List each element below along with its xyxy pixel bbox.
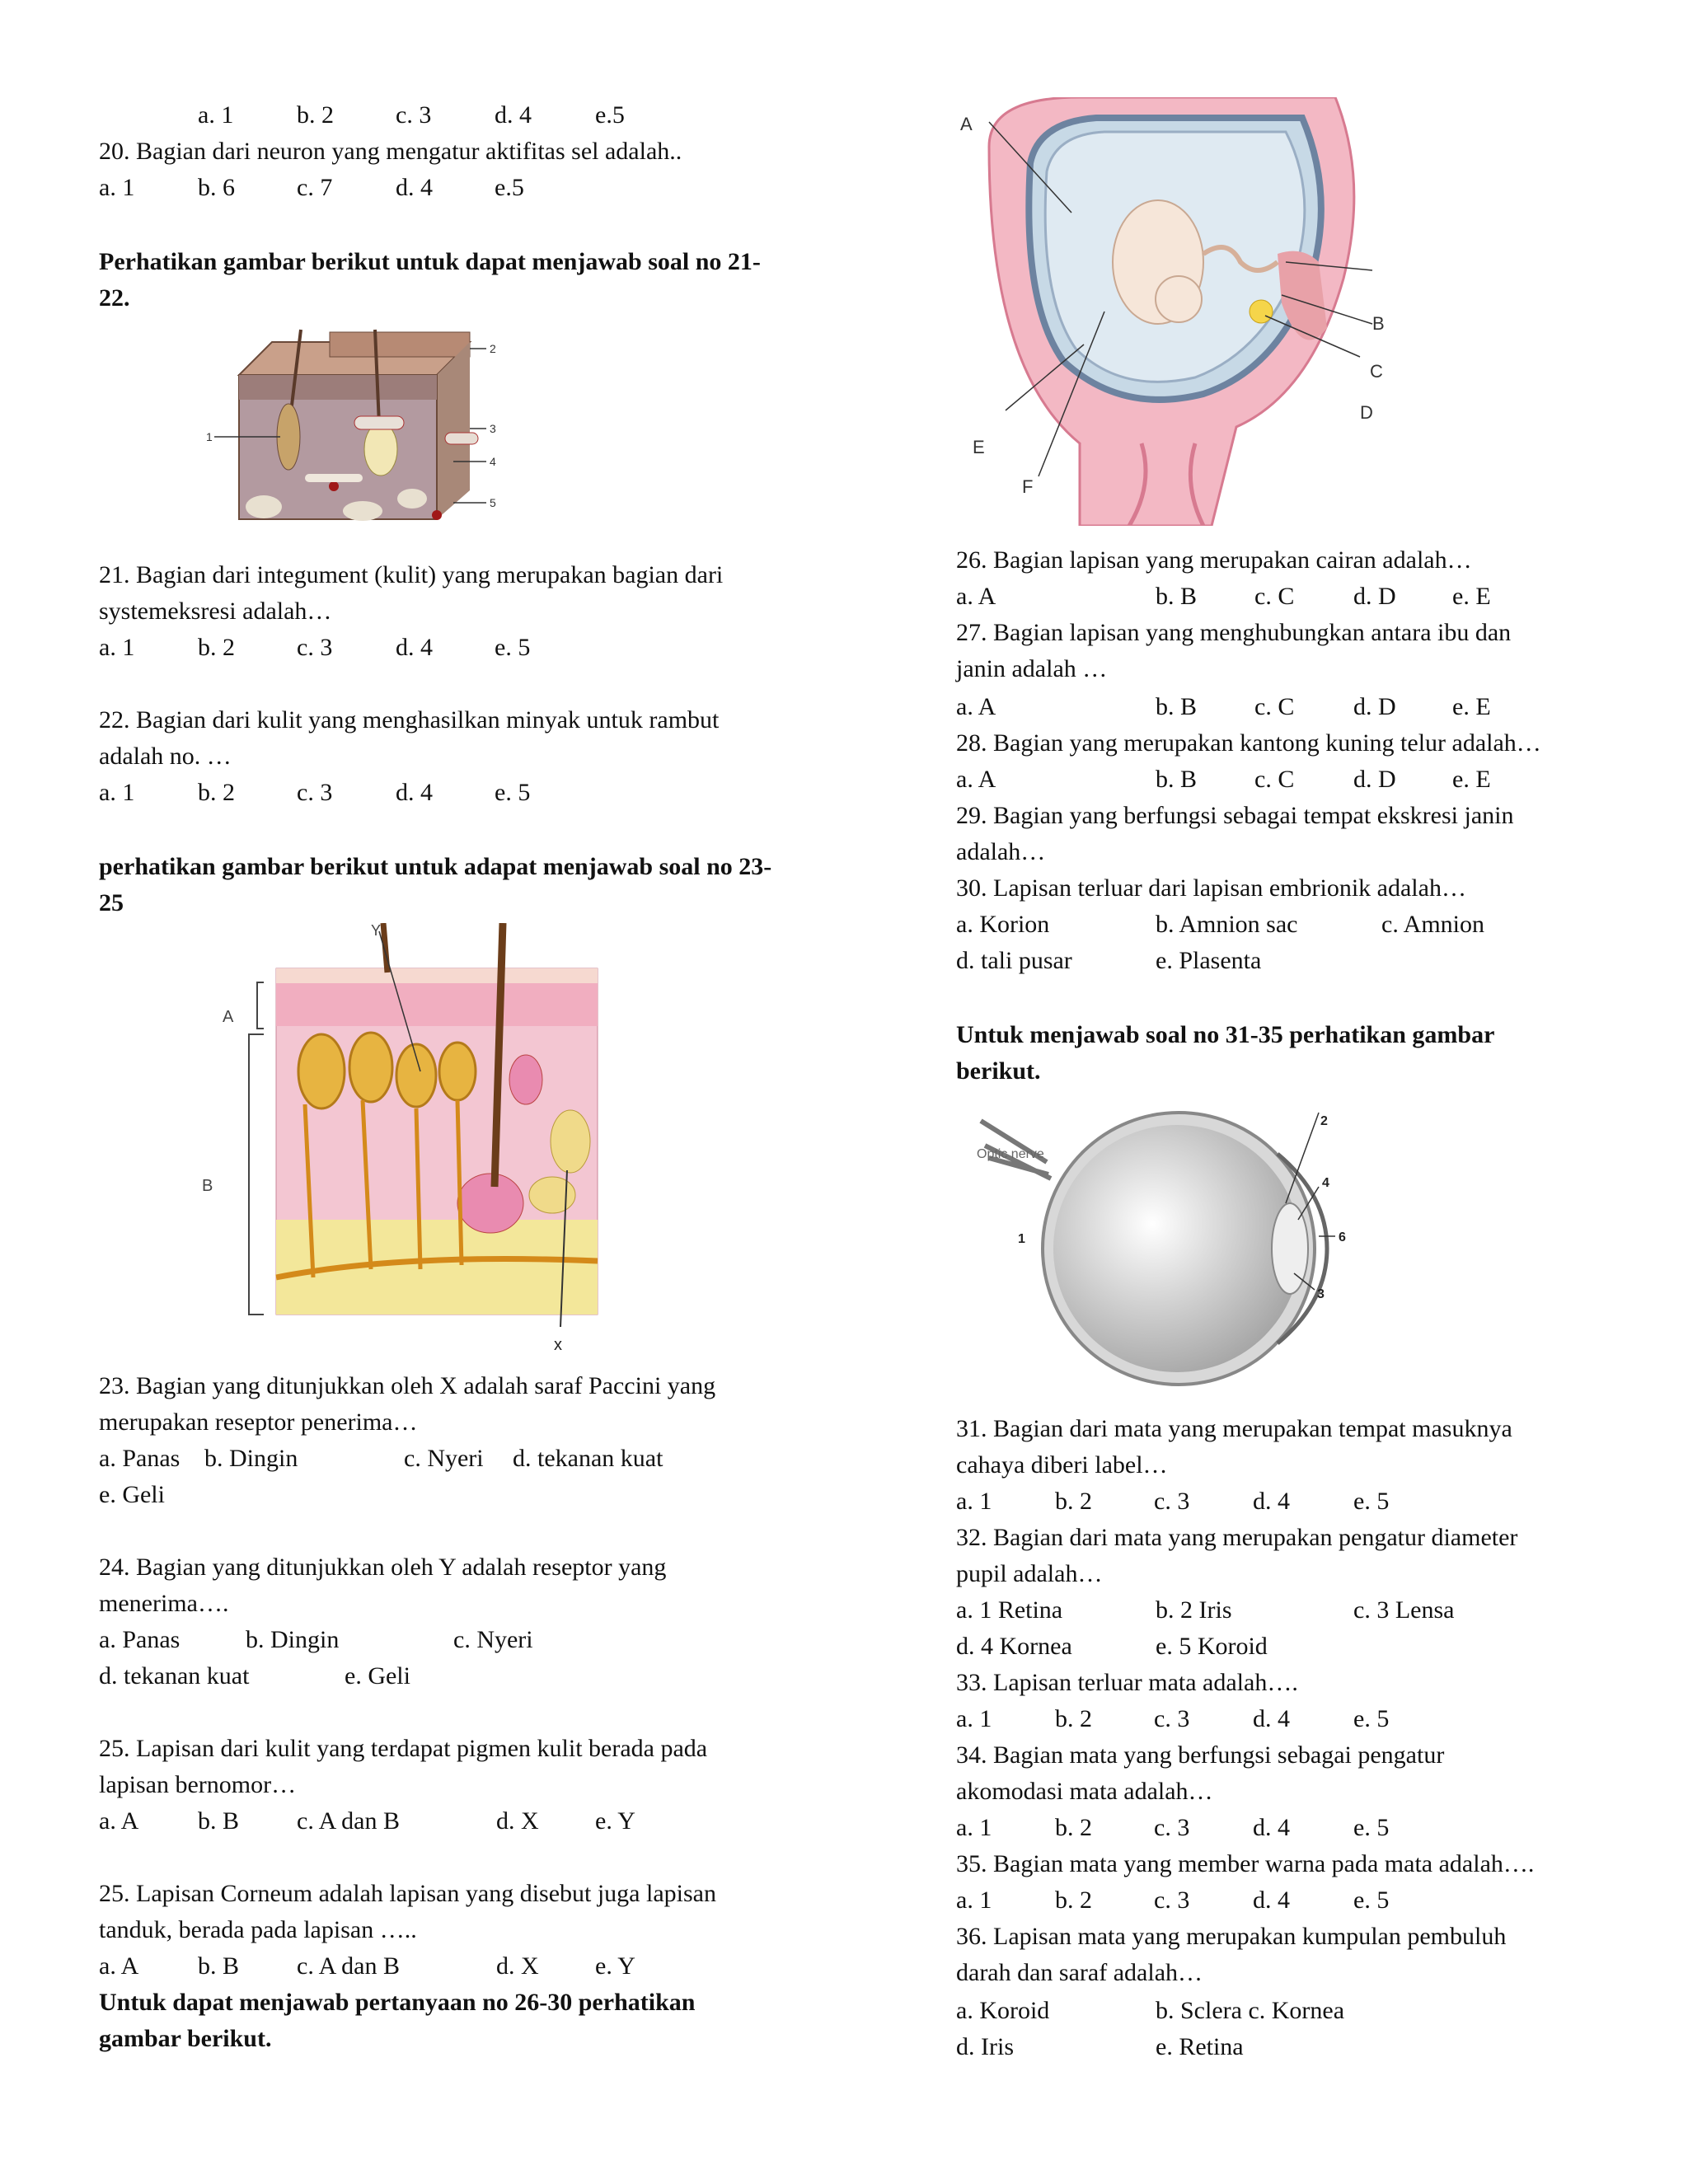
option: c. C bbox=[1254, 693, 1295, 720]
option: d. 4 bbox=[1253, 1814, 1290, 1841]
option: d. X bbox=[496, 1952, 539, 1980]
skin-receptor-figure bbox=[198, 923, 626, 1368]
option: e. 5 bbox=[1353, 1886, 1390, 1914]
option: e. 5 Koroid bbox=[1156, 1633, 1268, 1660]
option: a. 1 bbox=[99, 174, 135, 201]
option: e. E bbox=[1452, 693, 1491, 720]
option: c. 3 bbox=[297, 634, 333, 661]
question-22: adalah no. … bbox=[99, 743, 232, 770]
eye-anatomy-figure bbox=[973, 1096, 1385, 1401]
option: b. Amnion sac bbox=[1156, 911, 1298, 938]
figure-label: 6 bbox=[1339, 1230, 1346, 1244]
question-34: 34. Bagian mata yang berfungsi sebagai pengatur bbox=[956, 1741, 1445, 1769]
option: c. Nyeri bbox=[453, 1626, 533, 1653]
option: c. C bbox=[1254, 766, 1295, 793]
figure-label: C bbox=[1370, 361, 1383, 382]
question-26: 26. Bagian lapisan yang merupakan cairan adalah… bbox=[956, 546, 1472, 574]
figure-label: F bbox=[1022, 476, 1034, 497]
question-32: 32. Bagian dari mata yang merupakan pengatur diameter bbox=[956, 1524, 1518, 1551]
option: a. 1 bbox=[956, 1705, 992, 1732]
option: a. A bbox=[956, 583, 996, 610]
question-30: 30. Lapisan terluar dari lapisan embrionik adalah… bbox=[956, 874, 1466, 902]
option: d. 4 Kornea bbox=[956, 1633, 1072, 1660]
option: a. 1 bbox=[956, 1814, 992, 1841]
option: a. Korion bbox=[956, 911, 1050, 938]
question-23: merupakan reseptor penerima… bbox=[99, 1408, 418, 1436]
option: c. 3 bbox=[1154, 1488, 1190, 1515]
option: b. 2 Iris bbox=[1156, 1596, 1232, 1624]
option: d. 4 bbox=[1253, 1705, 1290, 1732]
figure-label: A bbox=[960, 114, 973, 134]
option: e. Plasenta bbox=[1156, 947, 1262, 974]
question-27: 27. Bagian lapisan yang menghubungkan antara ibu dan bbox=[956, 619, 1512, 646]
figure-label: 4 bbox=[490, 455, 496, 468]
option: c. 3 bbox=[1154, 1814, 1190, 1841]
figure-label: 1 bbox=[206, 430, 213, 443]
option: a. A bbox=[99, 1952, 139, 1980]
option: d. 4 bbox=[396, 779, 433, 806]
option: e. 5 bbox=[1353, 1705, 1390, 1732]
instruction-31-35: Untuk menjawab soal no 31-35 perhatikan gambar bbox=[956, 1021, 1495, 1048]
option: c. 3 Lensa bbox=[1353, 1596, 1455, 1624]
option: d. tali pusar bbox=[956, 947, 1072, 974]
option: a. 1 bbox=[956, 1488, 992, 1515]
option: d. 4 bbox=[396, 174, 433, 201]
option: a. 1 bbox=[99, 634, 135, 661]
question-27: janin adalah … bbox=[956, 655, 1108, 682]
figure-label: 1 bbox=[1018, 1232, 1025, 1246]
question-21: systemeksresi adalah… bbox=[99, 598, 332, 625]
question-35: 35. Bagian mata yang member warna pada mata adalah…. bbox=[956, 1850, 1535, 1877]
option: e. 5 bbox=[1353, 1488, 1390, 1515]
question-31: 31. Bagian dari mata yang merupakan tempat masuknya bbox=[956, 1415, 1512, 1442]
instruction-23-25: perhatikan gambar berikut untuk adapat menjawab soal no 23- bbox=[99, 853, 772, 880]
option: b. 2 bbox=[198, 634, 235, 661]
figure-label: 2 bbox=[1320, 1114, 1328, 1128]
instruction-21-22: 22. bbox=[99, 284, 130, 312]
option: b. 2 bbox=[1055, 1814, 1092, 1841]
figure-label: A bbox=[223, 1008, 234, 1026]
option: e.5 bbox=[595, 101, 625, 129]
option: e. 5 bbox=[1353, 1814, 1390, 1841]
instruction-26-30: Untuk dapat menjawab pertanyaan no 26-30 perhatikan bbox=[99, 1989, 696, 2016]
option: e. E bbox=[1452, 766, 1491, 793]
question-22: 22. Bagian dari kulit yang menghasilkan minyak untuk rambut bbox=[99, 706, 720, 733]
option: b. B bbox=[1156, 766, 1198, 793]
option: c. C bbox=[1254, 583, 1295, 610]
option: d. 4 bbox=[396, 634, 433, 661]
option: b. Sclera c. Kornea bbox=[1156, 1997, 1345, 2024]
option: a. 1 bbox=[99, 779, 135, 806]
option: c. 3 bbox=[396, 101, 432, 129]
question-21: 21. Bagian dari integument (kulit) yang merupakan bagian dari bbox=[99, 561, 724, 588]
question-24: menerima…. bbox=[99, 1590, 229, 1617]
option: c. 3 bbox=[1154, 1886, 1190, 1914]
option: c. Nyeri bbox=[404, 1445, 484, 1472]
question-36: 36. Lapisan mata yang merupakan kumpulan pembuluh bbox=[956, 1923, 1507, 1950]
option: b. 2 bbox=[1055, 1488, 1092, 1515]
question-32: pupil adalah… bbox=[956, 1560, 1103, 1587]
option: e. Retina bbox=[1156, 2033, 1244, 2060]
question-25a: lapisan bernomor… bbox=[99, 1771, 297, 1798]
option: c. 3 bbox=[1154, 1705, 1190, 1732]
option: a. 1 Retina bbox=[956, 1596, 1063, 1624]
option: a. Koroid bbox=[956, 1997, 1050, 2024]
figure-label: E bbox=[973, 437, 985, 457]
option: d. 4 bbox=[1253, 1886, 1290, 1914]
question-36: darah dan saraf adalah… bbox=[956, 1959, 1203, 1986]
option: e. Geli bbox=[345, 1662, 410, 1690]
option: d. Iris bbox=[956, 2033, 1014, 2060]
question-33: 33. Lapisan terluar mata adalah…. bbox=[956, 1669, 1298, 1696]
option: d. D bbox=[1353, 693, 1396, 720]
question-25b: tanduk, berada pada lapisan ….. bbox=[99, 1916, 417, 1943]
question-23: 23. Bagian yang ditunjukkan oleh X adalah saraf Paccini yang bbox=[99, 1372, 716, 1399]
option: a. A bbox=[956, 766, 996, 793]
option: b. 2 bbox=[297, 101, 334, 129]
question-29: adalah… bbox=[956, 838, 1046, 865]
option: a. Panas bbox=[99, 1445, 181, 1472]
option: c. Amnion bbox=[1381, 911, 1484, 938]
option: e. Y bbox=[595, 1952, 635, 1980]
option: a. A bbox=[956, 693, 996, 720]
option: c. 3 bbox=[297, 779, 333, 806]
option: e.5 bbox=[495, 174, 524, 201]
option: e. 5 bbox=[495, 779, 531, 806]
question-25b: 25. Lapisan Corneum adalah lapisan yang disebut juga lapisan bbox=[99, 1880, 716, 1907]
question-25a: 25. Lapisan dari kulit yang terdapat pigmen kulit berada pada bbox=[99, 1735, 708, 1762]
figure-label: 2 bbox=[490, 342, 496, 355]
figure-label: 5 bbox=[490, 496, 496, 509]
option: d. X bbox=[496, 1807, 539, 1835]
option: d. 4 bbox=[495, 101, 532, 129]
option: e. Y bbox=[595, 1807, 635, 1835]
option: d. D bbox=[1353, 583, 1396, 610]
option: d. D bbox=[1353, 766, 1396, 793]
option: a. 1 bbox=[956, 1886, 992, 1914]
option: e. E bbox=[1452, 583, 1491, 610]
question-24: 24. Bagian yang ditunjukkan oleh Y adalah reseptor yang bbox=[99, 1554, 667, 1581]
figure-label: D bbox=[1360, 402, 1373, 423]
option: c. A dan B bbox=[297, 1807, 400, 1835]
option: b. B bbox=[198, 1807, 240, 1835]
option: a. Panas bbox=[99, 1626, 181, 1653]
option: c. A dan B bbox=[297, 1952, 400, 1980]
option: a. A bbox=[99, 1807, 139, 1835]
option: b. B bbox=[1156, 583, 1198, 610]
question-28: 28. Bagian yang merupakan kantong kuning telur adalah… bbox=[956, 729, 1541, 757]
embryo-uterus-figure bbox=[956, 97, 1385, 526]
option: d. tekanan kuat bbox=[513, 1445, 663, 1472]
question-34: akomodasi mata adalah… bbox=[956, 1778, 1213, 1805]
figure-label: 3 bbox=[1317, 1287, 1325, 1301]
instruction-31-35: berikut. bbox=[956, 1057, 1041, 1085]
option: c. 7 bbox=[297, 174, 333, 201]
figure-label: x bbox=[554, 1336, 562, 1354]
option: b. B bbox=[1156, 693, 1198, 720]
figure-label: 4 bbox=[1322, 1176, 1329, 1190]
instruction-23-25: 25 bbox=[99, 889, 124, 916]
option: b. Dingin bbox=[246, 1626, 340, 1653]
option: b. 2 bbox=[198, 779, 235, 806]
figure-label: 3 bbox=[490, 422, 496, 435]
instruction-26-30: gambar berikut. bbox=[99, 2025, 272, 2052]
option: b. Dingin bbox=[204, 1445, 298, 1472]
option: b. 6 bbox=[198, 174, 235, 201]
option: e. 5 bbox=[495, 634, 531, 661]
option: b. 2 bbox=[1055, 1886, 1092, 1914]
figure-label: Y bbox=[371, 923, 382, 939]
figure-label: B bbox=[202, 1177, 213, 1195]
option: d. tekanan kuat bbox=[99, 1662, 250, 1690]
question-20: 20. Bagian dari neuron yang mengatur aktifitas sel adalah.. bbox=[99, 138, 682, 165]
option: b. 2 bbox=[1055, 1705, 1092, 1732]
instruction-21-22: Perhatikan gambar berikut untuk dapat menjawab soal no 21- bbox=[99, 248, 761, 275]
question-31: cahaya diberi label… bbox=[956, 1451, 1168, 1479]
option: d. 4 bbox=[1253, 1488, 1290, 1515]
option: e. Geli bbox=[99, 1481, 165, 1508]
question-29: 29. Bagian yang berfungsi sebagai tempat ekskresi janin bbox=[956, 802, 1514, 829]
figure-label: Optic nerve bbox=[977, 1147, 1044, 1161]
option: a. 1 bbox=[198, 101, 234, 129]
skin-cross-section-figure bbox=[206, 326, 511, 523]
figure-label: B bbox=[1372, 313, 1385, 334]
option: b. B bbox=[198, 1952, 240, 1980]
